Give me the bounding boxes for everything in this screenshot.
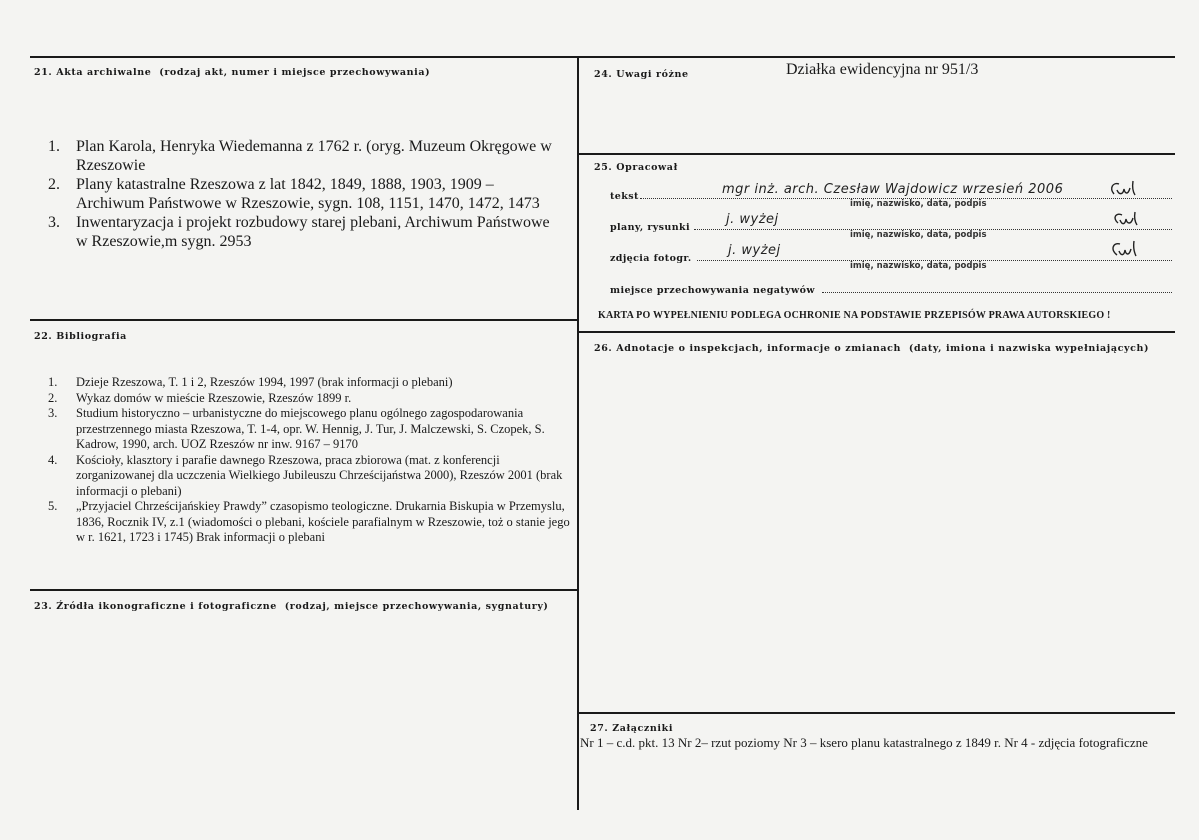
list-item <box>48 406 570 453</box>
section-25-heading: 25. Opracował <box>594 162 678 173</box>
list-item <box>48 175 553 213</box>
rule-right-24-25 <box>578 153 1175 155</box>
negatives-storage-label: miejsce przechowywania negatywów <box>610 285 815 296</box>
section-24-title <box>594 69 689 80</box>
list-item <box>48 391 570 407</box>
item-number: 2. <box>48 176 60 193</box>
item-number: 3. <box>48 214 60 231</box>
item-number: 1. <box>48 138 60 155</box>
section-23-heading: 23. Źródła ikonograficzne i fotograficzne <box>34 601 277 612</box>
archive-records-list <box>48 137 553 251</box>
copyright-warning: KARTA PO WYPEŁNIENIU PODLEGA OCHRONIE NA PODSTAWIE PRZEPISÓW PRAWA AUTORSKIEGO ! <box>598 310 1111 321</box>
handwritten-same-above: j. wyżej <box>726 212 779 227</box>
item-text: Studium historyczno – urbanistyczne do miejscowego planu ogólnego zagospodarowania przestrzennego miasta Rzeszowa, T. 1-4, opr. W. Hennig, J. Tur, J. Malczewski, S. Czopek, S. Kadrow, 1990, arch. UOZ Rzeszów nr inw. 9167 – 9170 <box>76 406 545 451</box>
handwritten-same-above: j. wyżej <box>728 243 781 258</box>
item-number: 3. <box>48 406 58 420</box>
section-26-heading: 26. Adnotacje o inspekcjach, informacje o zmianach <box>594 343 902 354</box>
row-label-drawings: plany, rysunki <box>610 222 691 233</box>
list-item <box>48 453 570 500</box>
rule-right-25-26 <box>578 331 1175 333</box>
top-rule <box>30 56 1175 58</box>
row-label-photos: zdjęcia fotogr. <box>610 253 692 264</box>
section-21-title <box>34 67 430 78</box>
item-number: 4. <box>48 452 58 467</box>
list-item <box>48 375 570 391</box>
item-text: „Przyjaciel Chrześcijańskiey Prawdy” czasopismo teologiczne. Drukarnia Biskupia w Przemyslu, 1836, Rocznik IV, z.1 (wiadomości o plebani, kościele parafialnym w Rzeszowie, toż o stanie jego w r. 1621, 1723 i 1745) Brak informacji o plebani <box>76 499 570 544</box>
center-divider <box>577 56 579 810</box>
attachments-text: Nr 1 – c.d. pkt. 13 Nr 2– rzut poziomy Nr 3 – ksero planu katastralnego z 1849 r. Nr 4 - zdjęcia fotograficzne <box>580 735 1148 750</box>
rule-left-22-23 <box>30 589 578 591</box>
section-27-heading: 27. Załączniki <box>590 723 674 734</box>
section-23-subheading: (rodzaj, miejsce przechowywania, sygnatury) <box>284 601 549 612</box>
field-caption: imię, nazwisko, data, podpis <box>850 261 987 271</box>
row-label-text: tekst <box>610 191 639 202</box>
parcel-note: Działka ewidencyjna nr 951/3 <box>786 61 979 78</box>
item-text: Inwentaryzacja i projekt rozbudowy starej plebani, Archiwum Państwowe w Rzeszowie,m sygn. 2953 <box>76 214 550 250</box>
item-number: 1. <box>48 375 58 389</box>
section-22-title <box>34 331 127 342</box>
field-caption: imię, nazwisko, data, podpis <box>850 199 987 209</box>
section-21-heading: 21. Akta archiwalne <box>34 67 152 78</box>
item-number: 5. <box>48 499 58 513</box>
signature-mark <box>1108 239 1138 259</box>
handwritten-author: mgr inż. arch. Czesław Wajdowicz wrzesień 2006 <box>722 182 1064 197</box>
rule-left-21-22 <box>30 319 578 321</box>
list-item <box>48 499 570 546</box>
bibliography-list <box>48 375 570 546</box>
section-21-subheading: (rodzaj akt, numer i miejsce przechowywania) <box>159 67 431 78</box>
list-item <box>48 137 553 175</box>
item-text: Plany katastralne Rzeszowa z lat 1842, 1849, 1888, 1903, 1909 – Archiwum Państwowe w Rzeszowie, sygn. 108, 1151, 1470, 1472, 1473 <box>76 176 540 212</box>
section-26-subheading: (daty, imiona i nazwiska wypełniających) <box>908 343 1150 354</box>
rule-right-26-27 <box>578 712 1175 714</box>
signature-mark <box>1110 209 1140 229</box>
dotted-line <box>822 292 1172 293</box>
section-23-title <box>34 601 549 612</box>
item-text: Kościoły, klasztory i parafie dawnego Rzeszowa, praca zbiorowa (mat. z konferencji zorganizowanej dla uczczenia Wielkiego Jubileuszu Chrześcijaństwa 2000), Rzeszów 2001 (brak informacji o plebani) <box>76 452 563 498</box>
section-24-heading: 24. Uwagi różne <box>594 69 689 80</box>
item-number: 2. <box>48 390 58 405</box>
section-26-title <box>594 343 1149 354</box>
field-caption: imię, nazwisko, data, podpis <box>850 230 987 240</box>
section-27-title <box>590 723 673 734</box>
section-25-title <box>594 162 678 173</box>
item-text: Dzieje Rzeszowa, T. 1 i 2, Rzeszów 1994, 1997 (brak informacji o plebani) <box>76 375 453 389</box>
item-text: Wykaz domów w mieście Rzeszowie, Rzeszów 1899 r. <box>76 390 352 405</box>
section-22-heading: 22. Bibliografia <box>34 331 127 342</box>
signature-mark <box>1108 178 1138 198</box>
list-item <box>48 213 553 251</box>
item-text: Plan Karola, Henryka Wiedemanna z 1762 r. (oryg. Muzeum Okręgowe w Rzeszowie <box>76 138 552 174</box>
